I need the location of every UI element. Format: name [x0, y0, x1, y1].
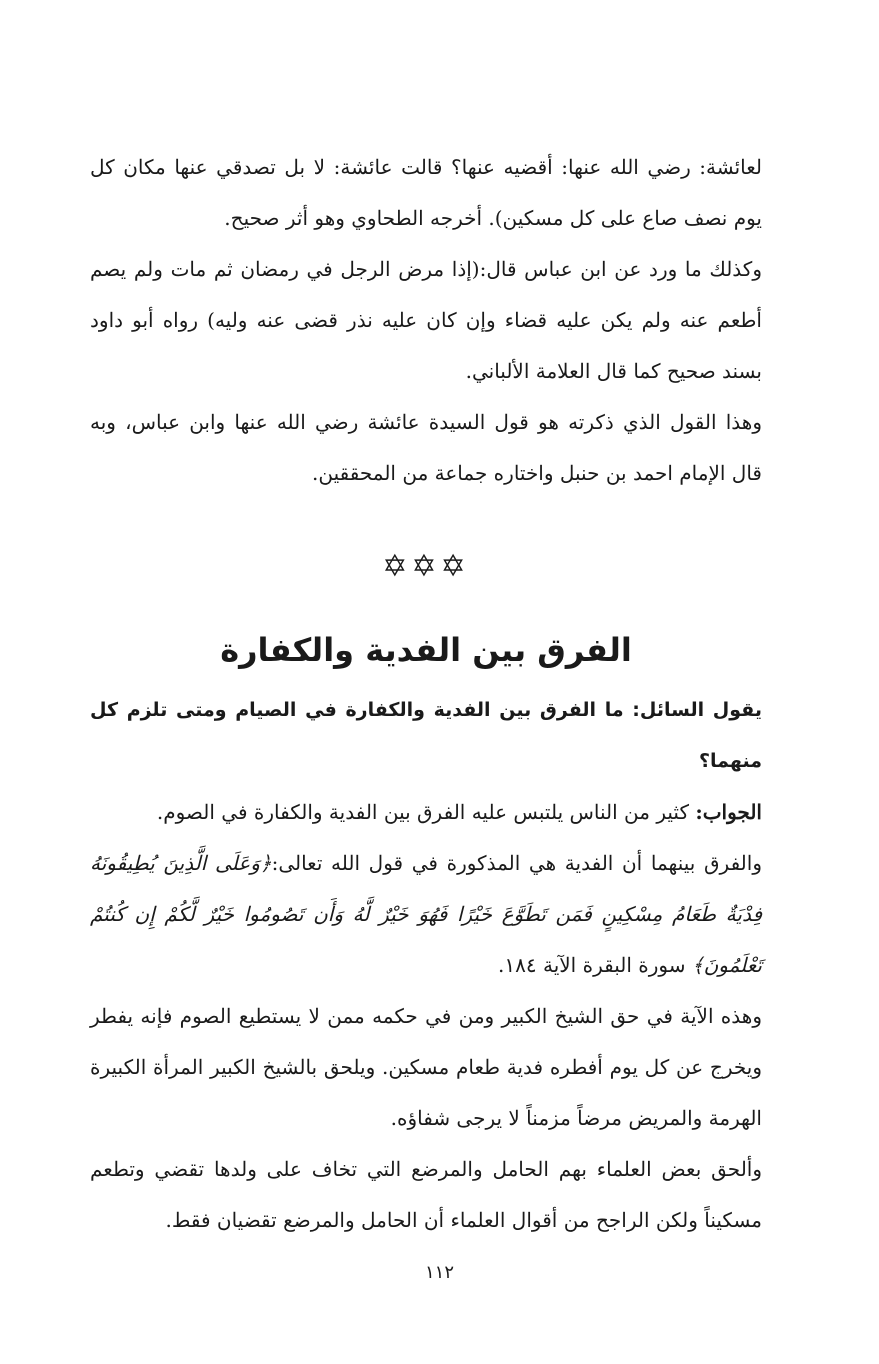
ornament-divider: [90, 547, 762, 587]
answer-paragraph: [90, 787, 762, 838]
top-section: [90, 142, 762, 499]
star-ornament-icon: ✡✡✡: [382, 549, 470, 584]
question-text: يقول السائل: ما الفرق بين الفدية والكفارة في الصيام ومتى تلزم كل منهما؟: [90, 699, 762, 772]
paragraph: وهذه الآية في حق الشيخ الكبير ومن في حكمه ممن لا يستطيع الصوم فإنه يفطر ويخرج عن كل يوم أفطره فدية طعام مسكين. ويلحق بالشيخ الكبير المرأة الكبيرة الهرمة والمريض مرضاً مزمناً لا يرجى شفاؤه.: [90, 1004, 762, 1130]
answer-text: كثير من الناس يلتبس عليه الفرق بين الفدية والكفارة في الصوم.: [156, 800, 696, 824]
verse-intro: والفرق بينهما أن الفدية هي المذكورة في قول الله تعالى:: [271, 851, 762, 875]
verse-paragraph: [90, 838, 762, 991]
paragraph: لعائشة: رضي الله عنها: أقضيه عنها؟ قالت عائشة: لا بل تصدقي عنها مكان كل يوم نصف صاع على كل مسكين). أخرجه الطحاوي وهو أثر صحيح.: [90, 155, 762, 230]
verse-reference: سورة البقرة الآية ١٨٤.: [498, 953, 692, 977]
paragraph: وهذا القول الذي ذكرته هو قول السيدة عائشة رضي الله عنها وابن عباس، وبه قال الإمام احمد بن حنبل واختاره جماعة من المحققين.: [90, 410, 762, 485]
qa-section: [90, 685, 762, 1246]
page-number: ١١٢: [424, 1262, 454, 1283]
answer-label: الجواب:: [695, 800, 762, 824]
quran-verse: ﴿وَعَلَى الَّذِينَ يُطِيقُونَهُ فِدْيَةٌ طَعَامُ مِسْكِينٍ فَمَن تَطَوَّعَ خَيْرًا فَهُوَ خَيْرٌ لَّهُ وَأَن تَصُومُوا خَيْرٌ لَّكُمْ إِن كُنتُمْ تَعْلَمُونَ﴾: [90, 851, 762, 977]
section-title: الفرق بين الفدية والكفارة: [220, 631, 632, 669]
paragraph: وكذلك ما ورد عن ابن عباس قال:(إذا مرض الرجل في رمضان ثم مات ولم يصم أطعم عنه ولم يكن عليه قضاء وإن كان عليه نذر قضى عنه وليه) رواه أبو داود بسند صحيح كما قال العلامة الألباني.: [90, 257, 762, 383]
paragraph: وألحق بعض العلماء بهم الحامل والمرضع التي تخاف على ولدها تقضي وتطعم مسكيناً ولكن الراجح من أقوال العلماء أن الحامل والمرضع تقضيان فقط.: [90, 1157, 762, 1232]
page-body: [90, 142, 762, 1246]
